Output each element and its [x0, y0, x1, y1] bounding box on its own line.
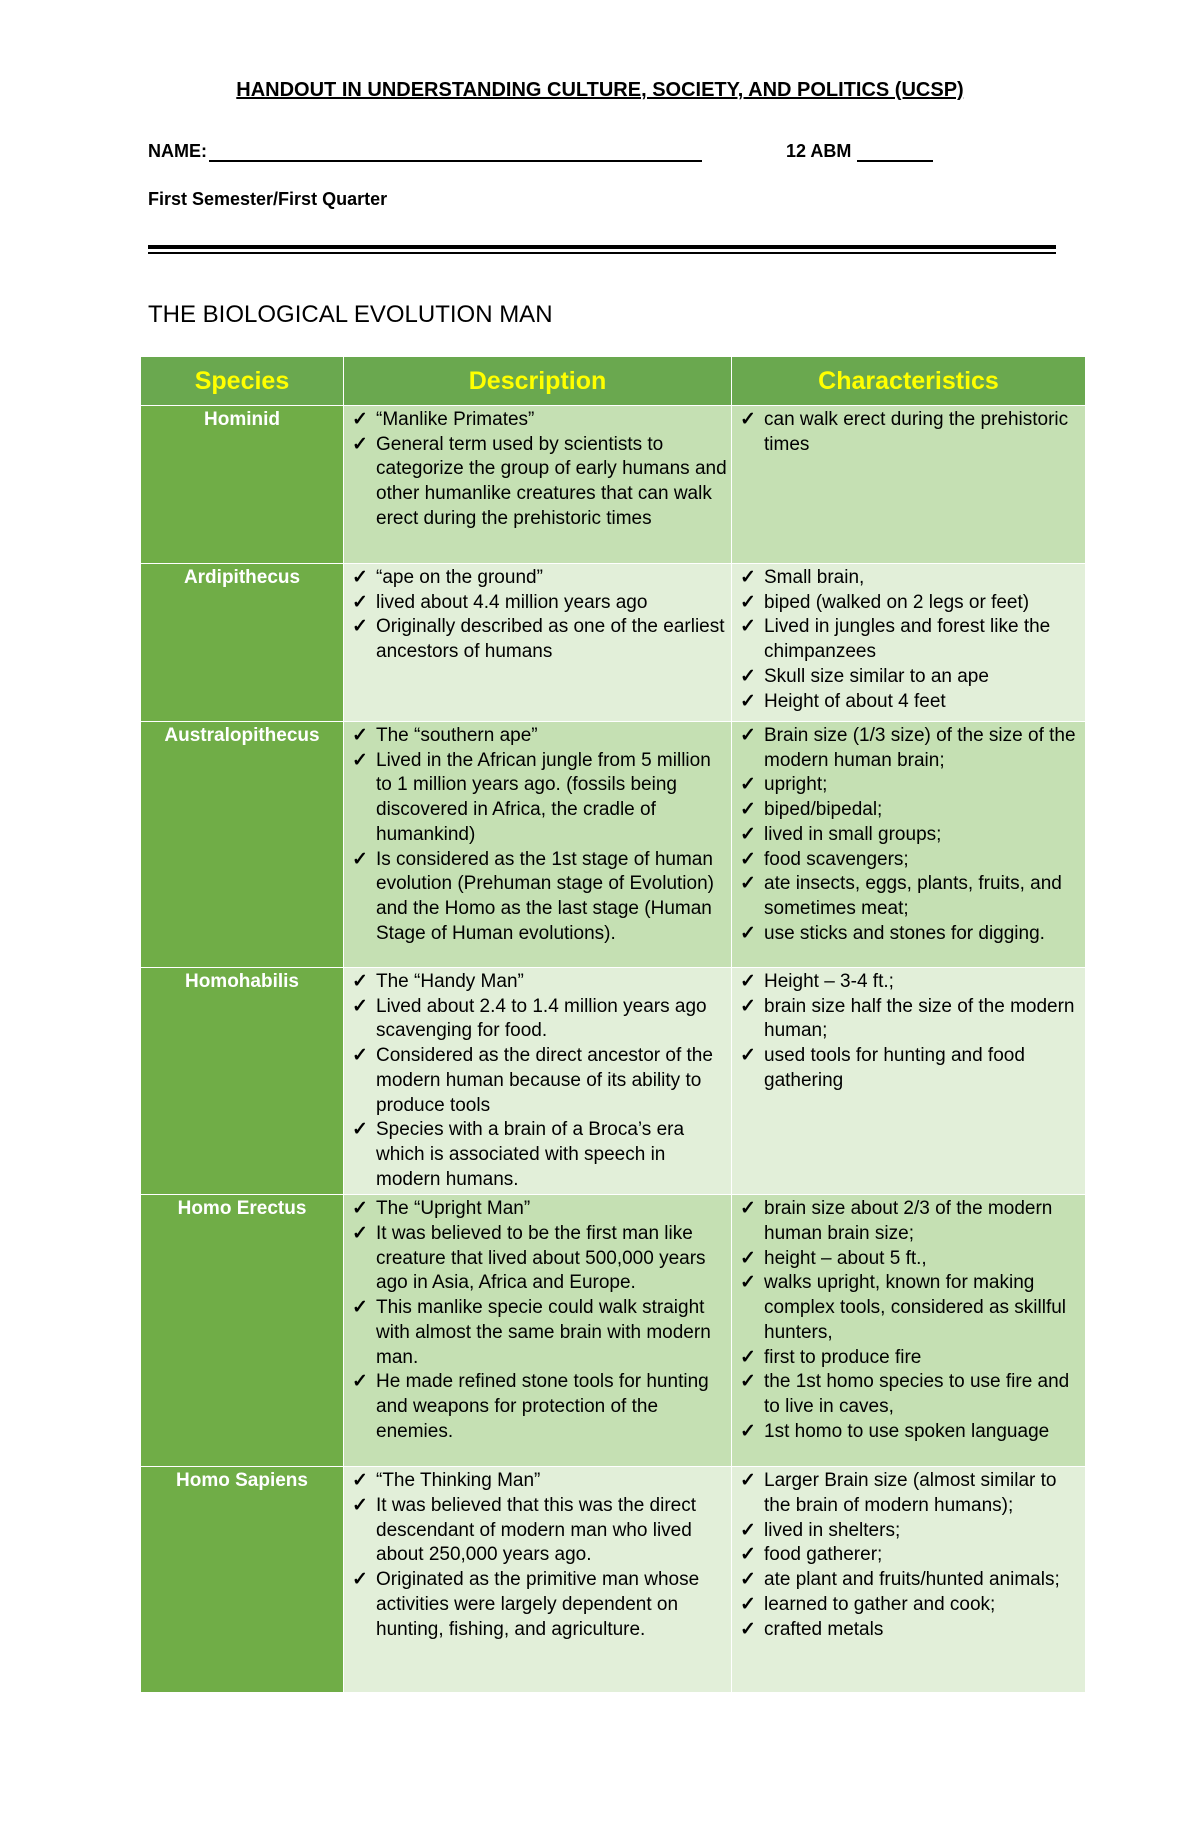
list-item: ✓ Is considered as the 1st stage of human evolution (Prehuman stage of Evolution) and the Homo as the last stage (Human Stage of Human evolutions).: [348, 848, 727, 947]
list-item: ✓ The “southern ape”: [348, 724, 727, 749]
list-item: ✓ Lived in the African jungle from 5 million to 1 million years ago. (fossils being discovered in Africa, the cradle of humankind): [348, 749, 727, 848]
divider-thick: [148, 245, 1056, 249]
characteristics-cell: [732, 564, 1086, 722]
table-row: [141, 564, 1086, 722]
list-item: ✓ Brain size (1/3 size) of the size of the modern human brain;: [736, 724, 1081, 773]
table-row: [141, 722, 1086, 968]
name-blank: [209, 142, 702, 162]
name-field: [148, 141, 702, 162]
list-item: ✓ food gatherer;: [736, 1543, 1081, 1568]
list-item: ✓ Small brain,: [736, 566, 1081, 591]
list-item: ✓ Originally described as one of the earliest ancestors of humans: [348, 615, 727, 664]
list-item: ✓ first to produce fire: [736, 1346, 1081, 1371]
list-item: ✓ Height of about 4 feet: [736, 690, 1081, 715]
list-item: ✓ Originated as the primitive man whose activities were largely dependent on hunting, fishing, and agriculture.: [348, 1568, 727, 1642]
section-label: 12 ABM: [786, 141, 852, 161]
list-item: ✓ upright;: [736, 773, 1081, 798]
species-name: Homohabilis: [141, 968, 344, 1195]
table-row: [141, 968, 1086, 1195]
list-item: ✓ Lived in jungles and forest like the chimpanzees: [736, 615, 1081, 664]
list-item: ✓ lived in shelters;: [736, 1519, 1081, 1544]
section-heading: THE BIOLOGICAL EVOLUTION MAN: [148, 301, 553, 328]
list-item: ✓ “Manlike Primates”: [348, 408, 727, 433]
list-item: ✓ General term used by scientists to categorize the group of early humans and other humanlike creatures that can walk erect during the prehistoric times: [348, 433, 727, 532]
list-item: ✓ height – about 5 ft.,: [736, 1247, 1081, 1272]
description-cell: [344, 1467, 732, 1693]
list-item: ✓ food scavengers;: [736, 848, 1081, 873]
divider-thin: [148, 252, 1056, 254]
list-item: ✓ Skull size similar to an ape: [736, 665, 1081, 690]
species-name: Homo Sapiens: [141, 1467, 344, 1693]
handout-title: HANDOUT IN UNDERSTANDING CULTURE, SOCIETY, AND POLITICS (UCSP): [236, 79, 964, 101]
section-field: [786, 141, 933, 162]
list-item: ✓ This manlike specie could walk straight with almost the same brain with modern man.: [348, 1296, 727, 1370]
characteristics-list: [736, 566, 1081, 714]
column-header-species: Species: [141, 357, 344, 406]
list-item: ✓ The “Handy Man”: [348, 970, 727, 995]
characteristics-list: [736, 970, 1081, 1094]
list-item: ✓ lived in small groups;: [736, 823, 1081, 848]
list-item: ✓ biped/bipedal;: [736, 798, 1081, 823]
description-cell: [344, 564, 732, 722]
description-list: [348, 970, 727, 1192]
name-label: NAME:: [148, 141, 207, 161]
column-header-description: Description: [344, 357, 732, 406]
list-item: ✓ 1st homo to use spoken language: [736, 1420, 1081, 1445]
characteristics-cell: [732, 968, 1086, 1195]
list-item: ✓ biped (walked on 2 legs or feet): [736, 591, 1081, 616]
list-item: ✓ lived about 4.4 million years ago: [348, 591, 727, 616]
table-row: [141, 406, 1086, 564]
evolution-table: [140, 356, 1086, 1693]
description-cell: [344, 1195, 732, 1467]
list-item: ✓ the 1st homo species to use fire and to live in caves,: [736, 1370, 1081, 1419]
characteristics-list: [736, 1197, 1081, 1444]
list-item: ✓ can walk erect during the prehistoric times: [736, 408, 1081, 457]
description-list: [348, 1197, 727, 1444]
characteristics-cell: [732, 722, 1086, 968]
description-cell: [344, 722, 732, 968]
list-item: ✓ Height – 3-4 ft.;: [736, 970, 1081, 995]
species-name: Hominid: [141, 406, 344, 564]
table-header-row: [141, 357, 1086, 406]
list-item: ✓ learned to gather and cook;: [736, 1593, 1081, 1618]
section-blank: [857, 142, 933, 162]
list-item: ✓ It was believed that this was the direct descendant of modern man who lived about 250,000 years ago.: [348, 1494, 727, 1568]
description-list: [348, 566, 727, 665]
list-item: ✓ The “Upright Man”: [348, 1197, 727, 1222]
list-item: ✓ He made refined stone tools for hunting and weapons for protection of the enemies.: [348, 1370, 727, 1444]
description-list: [348, 1469, 727, 1642]
list-item: ✓ It was believed to be the first man like creature that lived about 500,000 years ago in Asia, Africa and Europe.: [348, 1222, 727, 1296]
semester-label: First Semester/First Quarter: [148, 189, 388, 209]
column-header-characteristics: Characteristics: [732, 357, 1086, 406]
characteristics-cell: [732, 406, 1086, 564]
list-item: ✓ use sticks and stones for digging.: [736, 922, 1081, 947]
list-item: ✓ Species with a brain of a Broca’s era which is associated with speech in modern humans.: [348, 1118, 727, 1192]
list-item: ✓ “The Thinking Man”: [348, 1469, 727, 1494]
characteristics-list: [736, 1469, 1081, 1642]
list-item: ✓ ate insects, eggs, plants, fruits, and sometimes meat;: [736, 872, 1081, 921]
characteristics-list: [736, 724, 1081, 946]
list-item: ✓ Considered as the direct ancestor of the modern human because of its ability to produce tools: [348, 1044, 727, 1118]
list-item: ✓ brain size about 2/3 of the modern human brain size;: [736, 1197, 1081, 1246]
list-item: ✓ walks upright, known for making complex tools, considered as skillful hunters,: [736, 1271, 1081, 1345]
description-list: [348, 408, 727, 532]
description-list: [348, 724, 727, 946]
list-item: ✓ Lived about 2.4 to 1.4 million years ago scavenging for food.: [348, 995, 727, 1044]
table-row: [141, 1467, 1086, 1693]
list-item: ✓ crafted metals: [736, 1618, 1081, 1643]
characteristics-cell: [732, 1467, 1086, 1693]
species-name: Australopithecus: [141, 722, 344, 968]
list-item: ✓ ate plant and fruits/hunted animals;: [736, 1568, 1081, 1593]
list-item: ✓ Larger Brain size (almost similar to the brain of modern humans);: [736, 1469, 1081, 1518]
description-cell: [344, 968, 732, 1195]
list-item: ✓ brain size half the size of the modern human;: [736, 995, 1081, 1044]
characteristics-list: [736, 408, 1081, 457]
table-row: [141, 1195, 1086, 1467]
list-item: ✓ used tools for hunting and food gathering: [736, 1044, 1081, 1093]
characteristics-cell: [732, 1195, 1086, 1467]
species-name: Ardipithecus: [141, 564, 344, 722]
species-name: Homo Erectus: [141, 1195, 344, 1467]
description-cell: [344, 406, 732, 564]
list-item: ✓ “ape on the ground”: [348, 566, 727, 591]
